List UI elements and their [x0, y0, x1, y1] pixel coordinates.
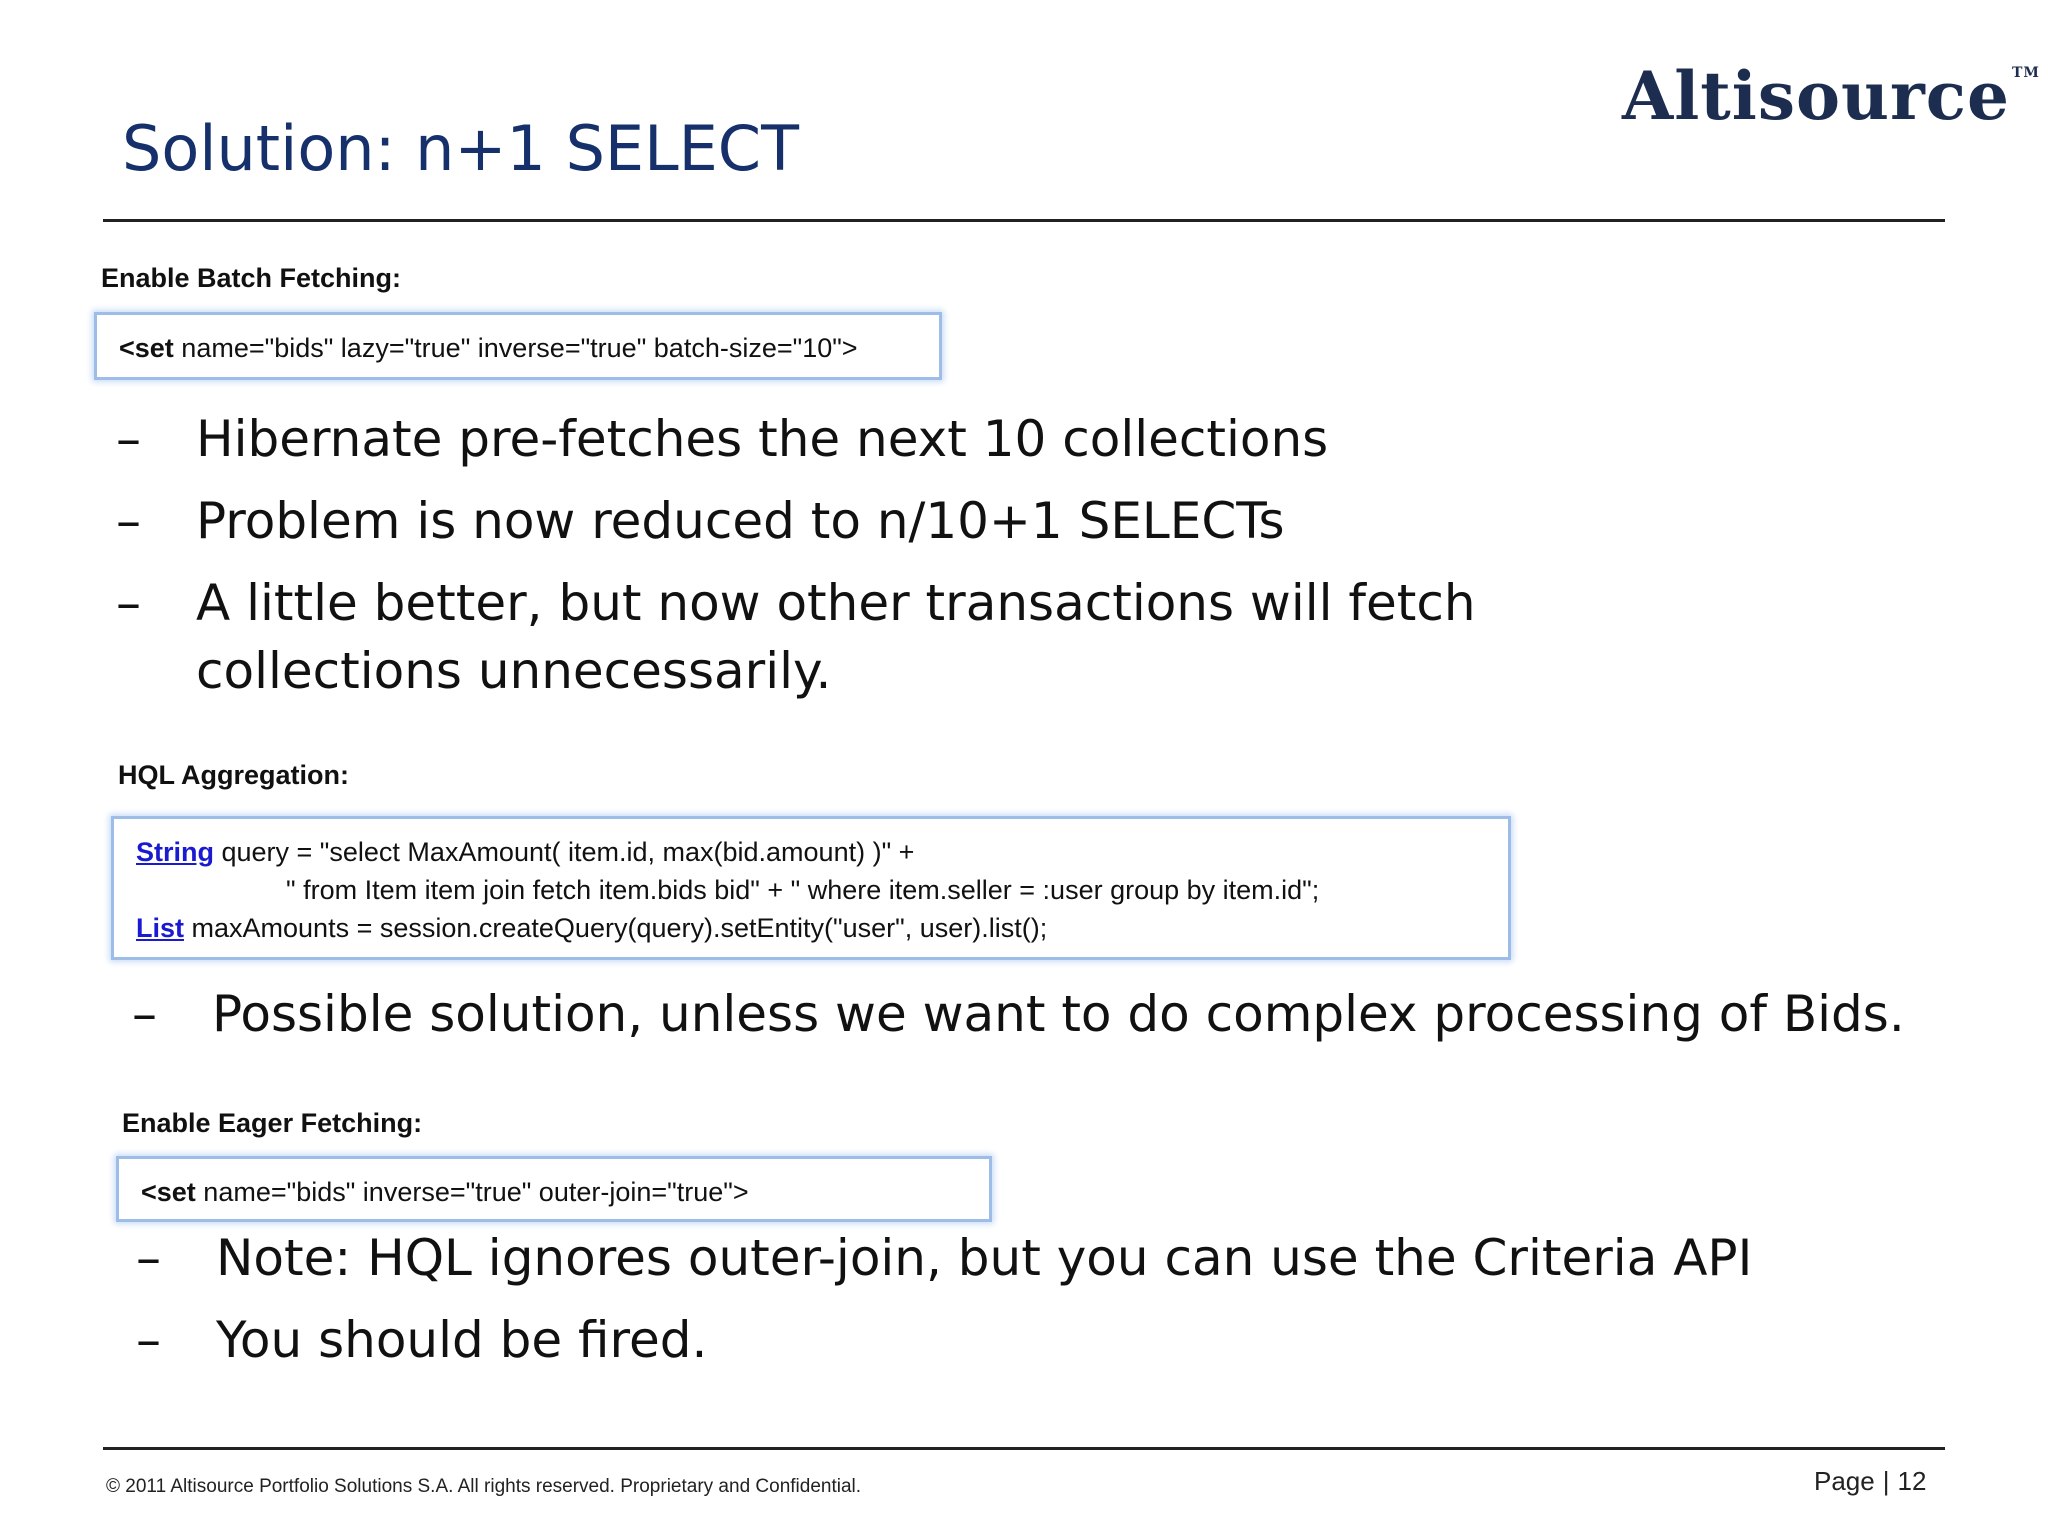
bullet-text: Hibernate pre-fetches the next 10 collections [196, 410, 1329, 468]
page-indicator [1814, 1466, 1926, 1497]
title-divider [103, 219, 1945, 222]
code-keyword: <set [119, 333, 174, 363]
string-type-link[interactable]: String [136, 837, 214, 867]
bullet-text: Note: HQL ignores outer-join, but you can use the Criteria API [216, 1229, 1753, 1287]
list-item [116, 569, 1756, 705]
code-text: name="bids" lazy="true" inverse="true" batch-size="10"> [173, 333, 858, 363]
bullet-text: Possible solution, unless we want to do complex processing of Bids. [212, 985, 1905, 1043]
batch-code-line [119, 329, 939, 367]
bullet-text: Problem is now reduced to n/10+1 SELECTs [196, 492, 1285, 550]
code-text: maxAmounts = session.createQuery(query).setEntity("user", user).list(); [184, 913, 1048, 943]
list-item [136, 1224, 1916, 1292]
bullet-text: You should be fired. [216, 1311, 708, 1369]
eager-fetching-label: Enable Eager Fetching: [122, 1108, 423, 1138]
code-text: name="bids" inverse="true" outer-join="true"> [195, 1177, 749, 1207]
dash-marker: – [116, 574, 141, 632]
hql-aggregation-label: HQL Aggregation: [118, 760, 349, 790]
dash-marker: – [132, 985, 157, 1043]
dash-marker: – [116, 410, 141, 468]
batch-fetching-label: Enable Batch Fetching: [101, 263, 402, 293]
list-item [116, 405, 1756, 473]
dash-marker: – [136, 1229, 161, 1287]
list-item [132, 980, 1912, 1048]
eager-fetching-code-box [116, 1156, 992, 1222]
eager-bullet-list [136, 1224, 1916, 1374]
hql-code-line-3 [136, 909, 1508, 947]
altisource-logo [1622, 57, 2040, 135]
footer-divider [103, 1447, 1945, 1450]
page-separator: | [1882, 1466, 1890, 1496]
slide-title: Solution: n+1 SELECT [122, 112, 799, 185]
hql-code-box [111, 816, 1511, 960]
logo-trademark: TM [2011, 65, 2040, 81]
hql-code-line-2: " from Item item join fetch item.bids bid" + " where item.seller = :user group by item.id"; [136, 875, 1320, 905]
copyright-notice: © 2011 Altisource Portfolio Solutions S.A. All rights reserved. Proprietary and Confidential. [106, 1476, 862, 1497]
list-type-link[interactable]: List [136, 913, 185, 943]
dash-marker: – [136, 1311, 161, 1369]
list-item [136, 1306, 1916, 1374]
logo-text: Altisource [1622, 57, 2010, 135]
hql-bullet-list [132, 980, 1912, 1048]
bullet-text: A little better, but now other transactions will fetch collections unnecessarily. [196, 574, 1476, 700]
list-item [116, 487, 1756, 555]
code-text: query = "select MaxAmount( item.id, max(bid.amount) )" + [214, 837, 915, 867]
eager-code-line [141, 1173, 989, 1211]
page-label: Page [1814, 1466, 1875, 1496]
code-keyword: <set [141, 1177, 196, 1207]
batch-bullet-list [116, 405, 1756, 705]
dash-marker: – [116, 492, 141, 550]
page-number: 12 [1897, 1466, 1927, 1496]
hql-code-line-1 [136, 833, 1508, 871]
batch-fetching-code-box [94, 312, 942, 380]
